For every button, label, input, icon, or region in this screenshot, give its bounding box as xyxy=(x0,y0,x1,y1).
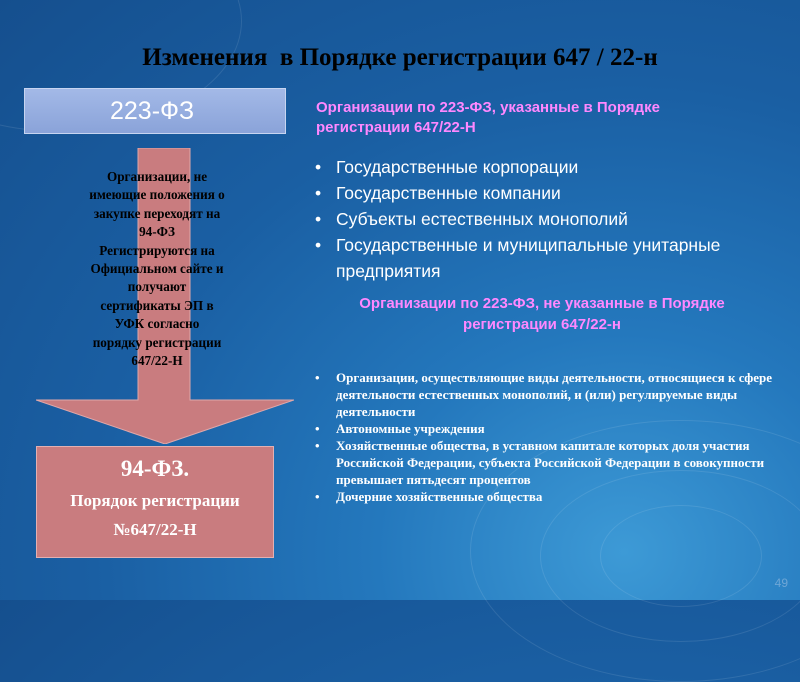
arrow-text-line: 94-ФЗ xyxy=(139,224,175,240)
not-listed-organizations-list xyxy=(312,369,792,505)
list-item: • Хозяйственные общества, в уставном капитале которых доля участия Российской Федерации, субъекта Российской Федерации в совокупности превышает пятьдесят процентов xyxy=(312,437,792,488)
listed-organizations-list xyxy=(312,154,792,284)
law-94-box xyxy=(36,446,274,558)
list-item: • Дочерние хозяйственные общества xyxy=(312,488,792,505)
section-heading-listed xyxy=(316,98,786,138)
law-223-box: 223-ФЗ xyxy=(24,88,286,134)
section-heading-line: регистрации 647/22-Н xyxy=(316,119,476,136)
ripple-decoration xyxy=(600,505,762,607)
arrow-text-line: имеющие положения о xyxy=(89,187,225,203)
section-heading-line: Организации по 223-ФЗ, указанные в Порядке xyxy=(316,99,660,116)
list-item: • Автономные учреждения xyxy=(312,420,792,437)
section-heading-line: регистрации 647/22-н xyxy=(463,316,621,333)
arrow-text-line: Организации, не xyxy=(106,169,208,184)
page-number: 49 xyxy=(774,576,788,590)
section-heading-line: Организации по 223-ФЗ, не указанные в Порядке xyxy=(359,295,725,312)
section-heading-not-listed xyxy=(292,293,792,335)
arrow-text-line: порядку регистрации xyxy=(92,334,222,350)
arrow-text-line: 647/22-Н xyxy=(131,353,183,369)
arrow-text-line: закупке переходят на xyxy=(93,205,221,221)
list-item: • Организации, осуществляющие виды деятельности, относящиеся к сфере деятельности естественных монополий, и (или) регулируемые виды деятельности xyxy=(312,369,792,420)
arrow-text xyxy=(62,168,252,370)
arrow-text-line: Регистрируются на xyxy=(99,242,215,258)
arrow-text-line: УФК согласно xyxy=(114,316,200,332)
slide-title: Изменения в Порядке регистрации 647 / 22-н xyxy=(142,44,658,71)
arrow-text-line: получают xyxy=(127,279,187,295)
law-94-line: №647/22-Н xyxy=(113,520,197,539)
arrow-text-line: сертификаты ЭП в xyxy=(100,297,214,313)
list-item: • Государственные компании xyxy=(312,180,792,206)
list-item: • Государственные и муниципальные унитарные предприятия xyxy=(312,232,792,284)
law-94-title: 94-ФЗ. xyxy=(120,456,190,481)
list-item: • Государственные корпорации xyxy=(312,154,792,180)
list-item: • Субъекты естественных монополий xyxy=(312,206,792,232)
law-94-line: Порядок регистрации xyxy=(70,491,240,510)
arrow-text-line: Официальном сайте и xyxy=(90,261,224,277)
